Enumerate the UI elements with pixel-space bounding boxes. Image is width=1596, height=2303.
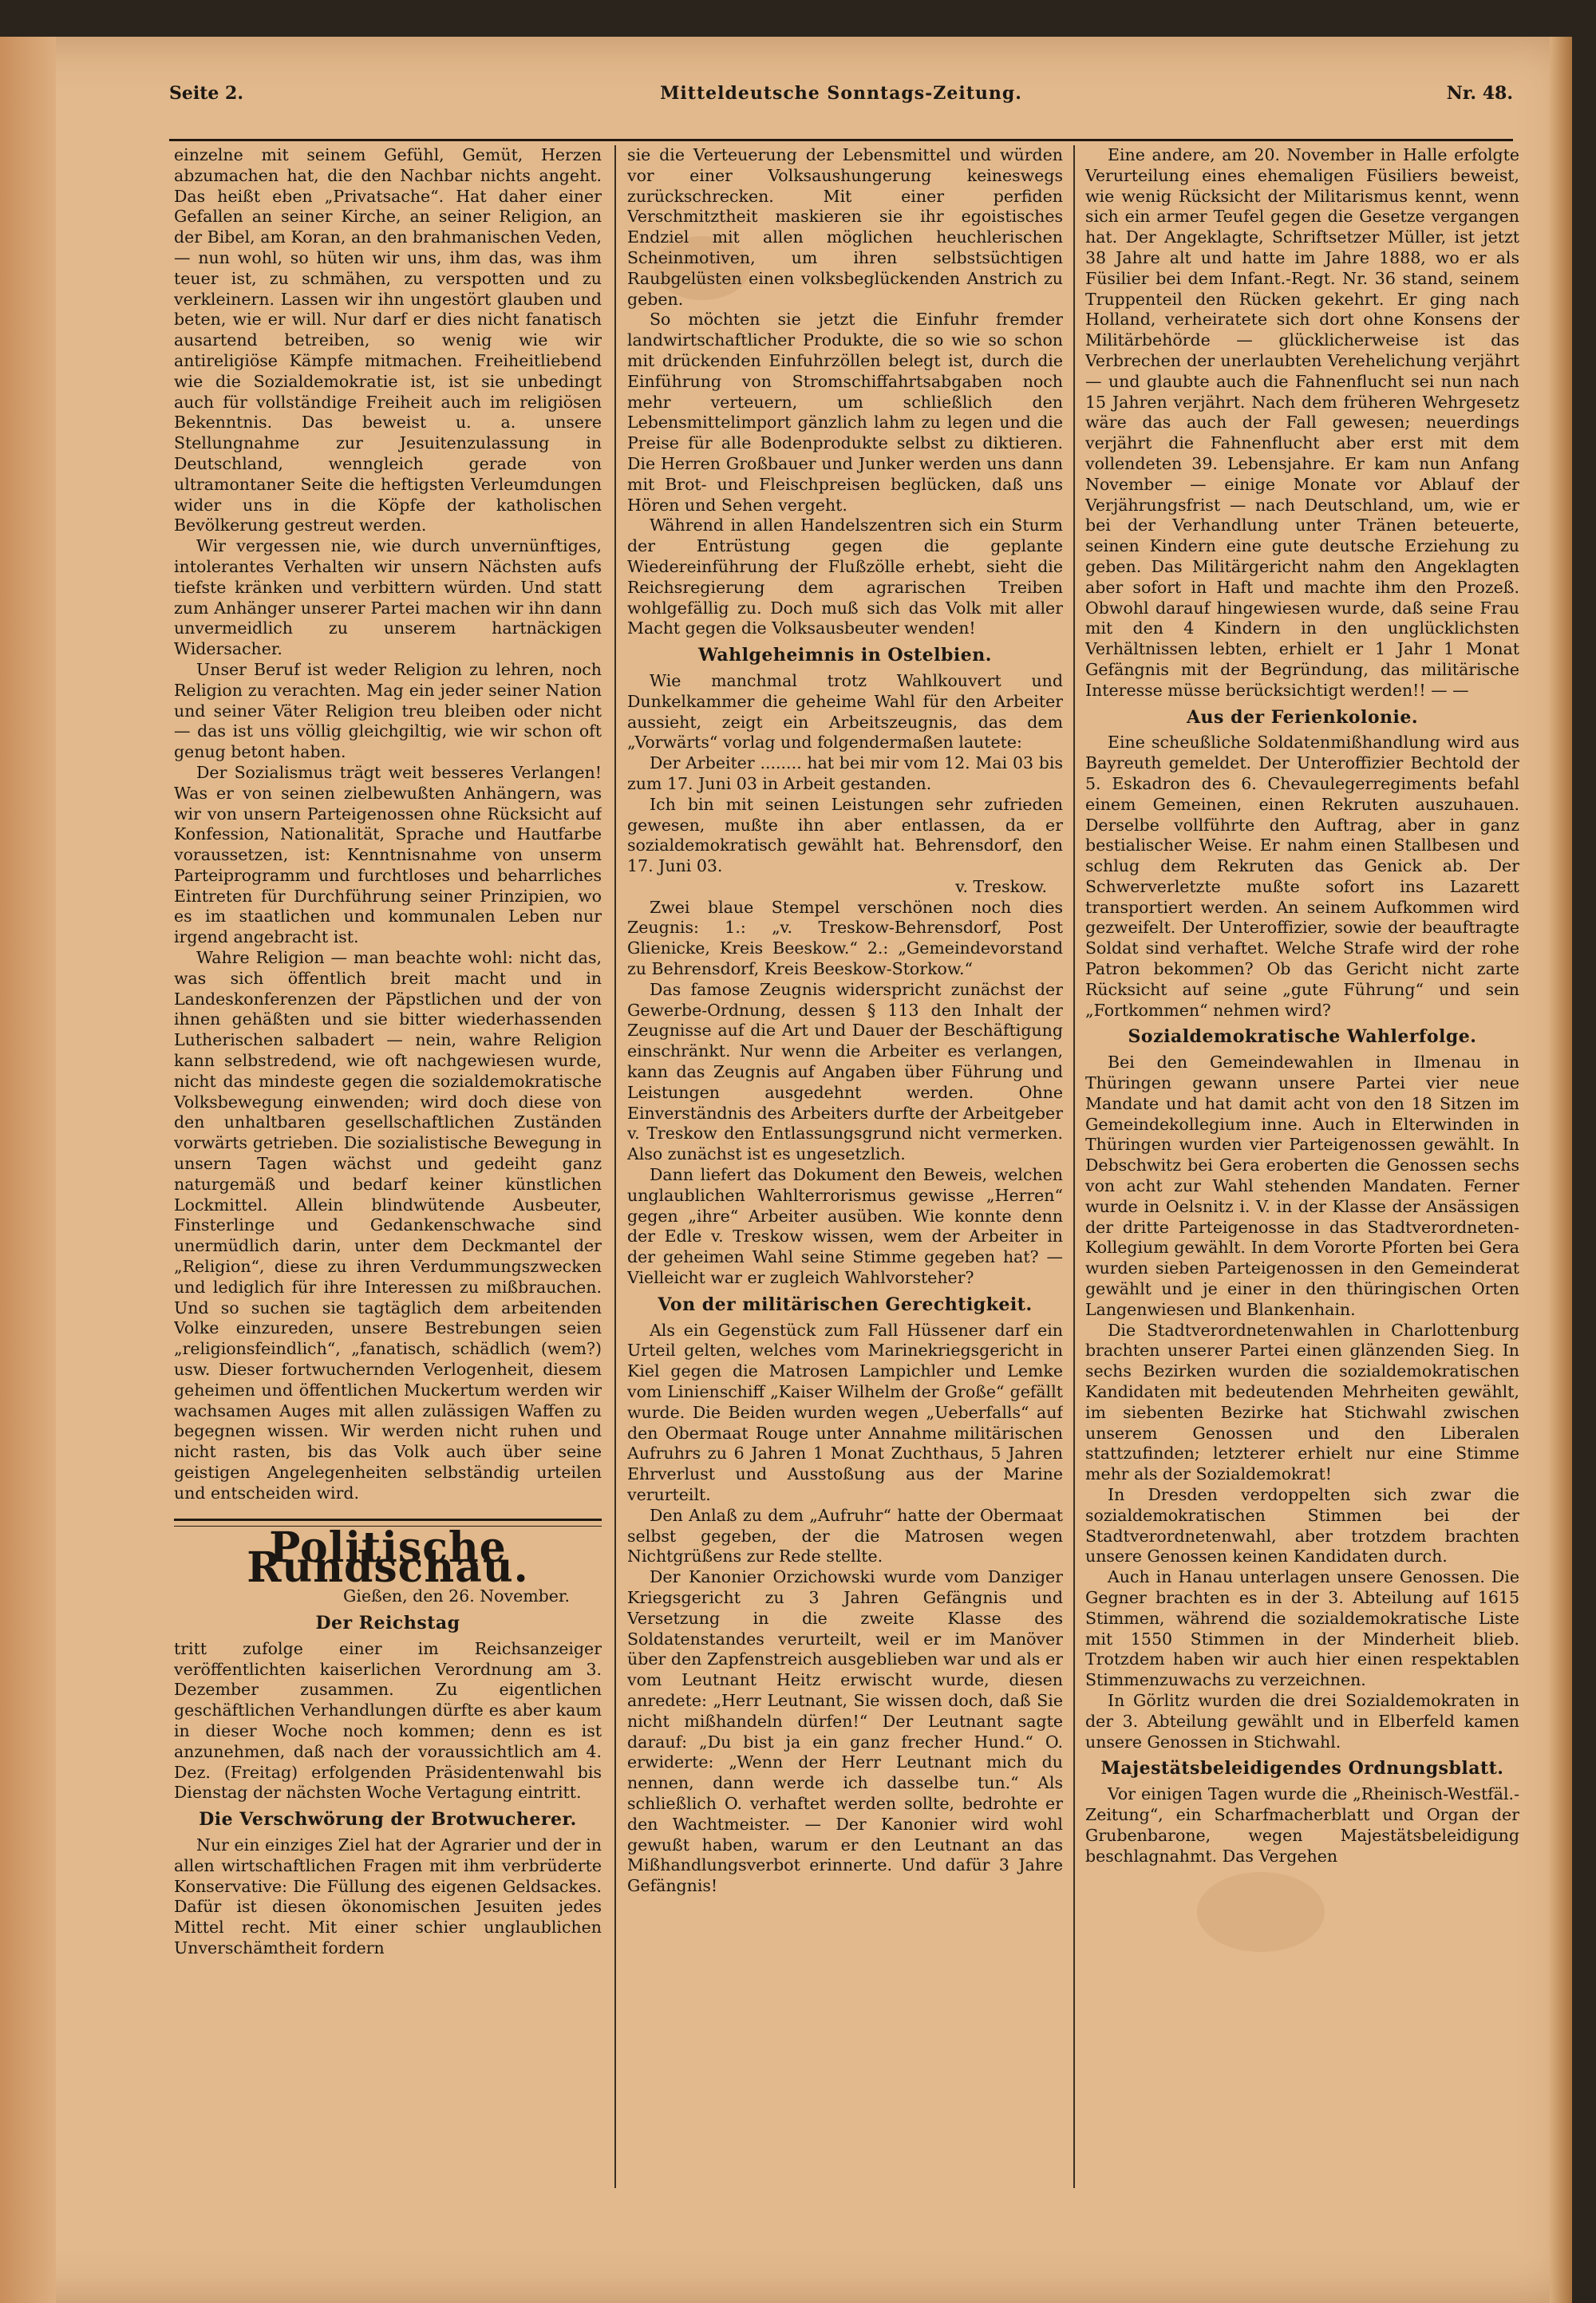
page-left-edge	[0, 37, 56, 2303]
headline-majestaetsbeleidigung: Majestätsbeleidigendes Ordnungsblatt.	[1100, 1758, 1504, 1780]
article-paragraph: Als ein Gegenstück zum Fall Hüssener darf ein Urteil gelten, welches vom Marinekriegsgericht in Kiel gegen die Matrosen Lampichler und Lemke vom Linienschiff „Kaiser Wilhelm der Große“ gefällt wurde. Die Beiden wurden wegen „Ueberfalls“ auf den Obermaat Rouge unter Annahme militärischen Aufruhrs zu 6 Jahren 1 Monat Zuchthaus, 5 Jahren Ehrverlust und Ausstoßung aus der Marine verurteilt.	[627, 1320, 1063, 1504]
header-rule	[169, 139, 1513, 141]
article-paragraph: Unser Beruf ist weder Religion zu lehren, noch Religion zu verachten. Mag ein jeder seiner Nation und seiner Väter Religion treu bleiben oder nicht — das ist uns völlig gleichgiltig, wie wir schon oft genug betont haben.	[174, 659, 602, 762]
headline-wahlgeheimnis: Wahlgeheimnis in Ostelbien.	[698, 645, 992, 666]
signature-line: v. Treskow.	[955, 876, 1047, 896]
headline-reichstag: Der Reichstag	[315, 1612, 460, 1633]
article-paragraph: Wir vergessen nie, wie durch unvernünftiges, intolerantes Verhalten wir unsern Nächsten aufs tiefste kränken und verbittern würden. Und statt zum Anhänger unserer Partei machen wir ihn dann unvermeidlich zu unserem hartnäckigen Widersacher.	[174, 536, 602, 659]
headline-militaerische-gerechtigkeit: Von der militärischen Gerechtigkeit.	[658, 1294, 1033, 1315]
article-paragraph: Vor einigen Tagen wurde die „Rheinisch-Westfäl.-Zeitung“, ein Scharfmacherblatt und Organ der Grubenbarone, wegen Majestätsbeleidigung beschlagnahmt. Das Vergehen	[1085, 1784, 1519, 1866]
article-paragraph: Während in allen Handelszentren sich ein Sturm der Entrüstung gegen die geplante Wiedereinführung der Flußzölle erhebt, sieht die Reichsregierung dem agrarischen Treiben wohlgefällig zu. Doch muß sich das Volk mit aller Macht gegen die Volksausbeuter wenden!	[627, 516, 1063, 638]
page-number: Seite 2.	[169, 83, 244, 104]
column-divider	[1073, 145, 1075, 2188]
dateline: Gießen, den 26. November.	[343, 1586, 570, 1606]
article-paragraph: In Görlitz wurden die drei Sozialdemokraten in der 3. Abteilung gewählt und in Elberfeld kamen unsere Genossen in Stichwahl.	[1085, 1690, 1519, 1752]
article-paragraph: Der Sozialismus trägt weit besseres Verlangen! Was er von seinen zielbewußten Anhängern, was wir von unsern Parteigenossen ohne Rücksicht auf Konfession, Nationalität, Sprache und Hautfarbe voraussetzen, ist: Kenntnisnahme von unserm Parteiprogramm und furchtloses und beharrliches Eintreten für Durchführung seiner Prinzipien, wo es im staatlichen und kommunalen Leben nur irgend angebracht ist.	[174, 762, 602, 947]
quoted-certificate: Der Arbeiter ........ hat bei mir vom 12. Mai 03 bis zum 17. Juni 03 in Arbeit gestanden.	[627, 753, 1063, 793]
article-paragraph: Zwei blaue Stempel verschönen noch dies Zeugnis: 1.: „v. Treskow-Behrensdorf, Post Glienicke, Kreis Beeskow.“ 2.: „Gemeindevorstand zu Behrensdorf, Kreis Beeskow-Storkow.“	[627, 897, 1063, 979]
article-paragraph: einzelne mit seinem Gefühl, Gemüt, Herzen abzumachen hat, die den Nachbar nichts angeht. Das heißt eben „Privatsache“. Hat daher einer Gefallen an seiner Kirche, an seiner Religion, an der Bibel, am Koran, an den brahmanischen Veden, — nun wohl, so hüten wir uns, ihm das, was ihm teuer ist, zu schmähen, zu verspotten und zu verkleinern. Lassen wir ihn ungestört glauben und beten, wie er will. Nur darf er dies nicht fanatisch ausartend betreiben, so wenig wie wir antireligiöse Kämpfe mitmachen. Freiheitliebend wie die Sozialdemokratie ist, ist sie unbedingt auch für vollständige Freiheit auch im religiösen Bekenntnis. Das beweist u. a. unsere Stellungnahme zur Jesuitenzulassung in Deutschland, wenngleich gerade von ultramontaner Seite die heftigsten Verleumdungen wider uns in die Köpfe der katholischen Bevölkerung gestreut werden.	[174, 145, 602, 535]
article-paragraph: Dann liefert das Dokument den Beweis, welchen unglaublichen Wahlterrorismus gewisse „Herren“ gegen „ihre“ Arbeiter ausüben. Wie konnte denn der Edle v. Treskow wissen, wem der Arbeiter in der geheimen Wahl seine Stimme gegeben hat? — Vielleicht war er zugleich Wahlvorsteher?	[627, 1165, 1063, 1288]
headline-wahlerfolge: Sozialdemokratische Wahlerfolge.	[1128, 1026, 1477, 1048]
article-paragraph: Eine andere, am 20. November in Halle erfolgte Verurteilung eines ehemaligen Füsiliers beweist, wie wenig Rücksicht der Militarismus kennt, wenn sich ein armer Teufel gegen die Gesetze vergangen hat. Der Angeklagte, Schriftsetzer Müller, ist jetzt 38 Jahre alt und hatte im Jahre 1888, wo er als Füsilier bei dem Infant.-Regt. Nr. 36 stand, seinem Truppenteil den Rücken gekehrt. Er ging nach Holland, verheiratete sich dort ohne Konsens der Militärbehörde — glücklicherweise ist das Verbrechen der unerlaubten Verehelichung verjährt — und glaubte auch die Fahnenflucht sei nun nach 15 Jahren verjährt. Nach dem früheren Wehrgesetz wäre das auch der Fall gewesen; neuerdings verjährt die Fahnenflucht aber erst mit dem vollendeten 39. Lebensjahre. Er kam nun Anfang November — einige Monate vor Ablauf der Verjährungsfrist — nach Deutschland, um, wie er bei der Verhandlung unter Tränen beteuerte, seinen Kindern eine gute deutsche Erziehung zu geben. Das Militärgericht nahm den Angeklagten aber sofort in Haft und machte ihm den Prozeß. Obwohl darauf hingewiesen wurde, daß seine Frau mit den 4 Kindern in den unglücklichsten Verhältnissen lebten, erhielt er 1 Jahr 1 Monat Gefängnis mit der Begründung, das militärische Interesse müsse berücksichtigt werden!! — —	[1085, 145, 1519, 700]
article-paragraph: Das famose Zeugnis widerspricht zunächst der Gewerbe-Ordnung, dessen § 113 den Inhalt der Zeugnisse auf die Art und Dauer der Beschäftigung einschränkt. Nur wenn die Arbeiter es verlangen, kann das Zeugnis auf Angaben über Führung und Leistungen ausgedehnt werden. Ohne Einverständnis des Arbeiters durfte der Arbeitgeber v. Treskow den Entlassungsgrund nicht vermerken. Also zunächst ist es ungesetzlich.	[627, 979, 1063, 1164]
issue-number: Nr. 48.	[1446, 83, 1513, 104]
section-title-politische-rundschau: Politische Rundschau.	[247, 1523, 529, 1593]
article-paragraph: tritt zufolge einer im Reichsanzeiger veröffentlichten kaiserlichen Verordnung am 3. Dezember zusammen. Zu eigentlichen geschäftlichen Verhandlungen dürfte es aber kaum in dieser Woche noch kommen; denn es ist anzunehmen, daß nach der voraussichtlich am 4. Dez. (Freitag) erfolgenden Präsidentenwahl bis Dienstag der nächsten Woche Vertagung eintritt.	[174, 1638, 602, 1803]
newspaper-title: Mitteldeutsche Sonntags-Zeitung.	[660, 83, 1022, 104]
article-paragraph: Nur ein einziges Ziel hat der Agrarier und der in allen wirtschaftlichen Fragen mit ihm verbrüderte Konservative: Die Füllung des eigenen Geldsackes. Dafür ist diesen ökonomischen Jesuiten jedes Mittel recht. Mit einer schier unglaublichen Unverschämtheit fordern	[174, 1835, 602, 1957]
quoted-certificate: Ich bin mit seinen Leistungen sehr zufrieden gewesen, mußte ihn aber entlassen, da er sozialdemokratisch gewählt hat. Behrensdorf, den 17. Juni 03.	[627, 794, 1063, 876]
article-paragraph: sie die Verteuerung der Lebensmittel und würden vor einer Volksaushungerung keineswegs zurückschrecken. Mit einer perfiden Verschmitztheit maskieren sie ihr egoistisches Endziel mit allen möglichen heuchlerischen Scheinmotiven, um ihren selbstsüchtigen Raubgelüsten einen volksbeglückenden Anstrich zu geben.	[627, 145, 1063, 309]
column-1	[174, 145, 602, 2172]
column-2	[627, 145, 1063, 2172]
article-paragraph: Auch in Hanau unterlagen unsere Genossen. Die Gegner brachten es in der 3. Abteilung auf 1615 Stimmen, während die sozialdemokratische Liste mit 1550 Stimmen in der Minderheit blieb. Trotzdem haben wir auch hier einen respektablen Stimmenzuwachs zu verzeichnen.	[1085, 1567, 1519, 1690]
headline-ferienkolonie: Aus der Ferienkolonie.	[1186, 706, 1419, 728]
article-paragraph: So möchten sie jetzt die Einfuhr fremder landwirtschaftlicher Produkte, die so wie so schon mit drückenden Einfuhrzöllen belegt ist, durch die Einführung von Stromschiffahrtsabgaben noch mehr verteuern, um schließlich den Lebensmittelimport gänzlich lahm zu legen und die Preise für alle Bodenprodukte selbst zu diktieren. Die Herren Großbauer und Junker werden uns dann mit Brot- und Fleischpreisen beglücken, daß uns Hören und Sehen vergeht.	[627, 310, 1063, 515]
headline-verschwoerung: Die Verschwörung der Brotwucherer.	[199, 1809, 577, 1831]
page-right-edge	[1550, 37, 1572, 2303]
article-paragraph: Wie manchmal trotz Wahlkouvert und Dunkelkammer die geheime Wahl für den Arbeiter aussieht, zeigt ein Arbeitszeugnis, das dem „Vorwärts“ vorlag und folgendermaßen lautete:	[627, 670, 1063, 753]
article-paragraph: Die Stadtverordnetenwahlen in Charlottenburg brachten unserer Partei einen glänzenden Sieg. In sechs Bezirken wurden die sozialdemokratischen Kandidaten mit bedeutenden Mehrheiten gewählt, im siebenten Bezirke hat Stichwahl zwischen unserem Genossen und den Liberalen stattzufinden; letzterer erhielt nur eine Stimme mehr als der Sozialdemokrat!	[1085, 1320, 1519, 1484]
column-3	[1085, 145, 1519, 2172]
article-paragraph: Den Anlaß zu dem „Aufruhr“ hatte der Obermaat selbst gegeben, der die Matrosen wegen Nichtgrüßens zur Rede stellte.	[627, 1505, 1063, 1566]
article-paragraph: Bei den Gemeindewahlen in Ilmenau in Thüringen gewann unsere Partei vier neue Mandate und hat damit acht von den 18 Sitzen im Gemeindekollegium inne. Auch in Elterwinden in Thüringen wurden vier Parteigenossen gewählt. In Debschwitz bei Gera eroberten die Genossen sechs von acht zur Wahl stehenden Mandaten. Ferner wurde in Oelsnitz i. V. in der Klasse der Ansässigen der dritte Parteigenosse in das Stadtverordneten-Kollegium gewählt. In dem Vororte Pforten bei Gera wurden sieben Parteigenossen in den Gemeinderat gewählt und je einer in den thüringischen Orten Langenwiesen und Blankenhain.	[1085, 1053, 1519, 1319]
article-paragraph: Eine scheußliche Soldatenmißhandlung wird aus Bayreuth gemeldet. Der Unteroffizier Bechtold der 5. Eskadron des 6. Chevaulegerregiments befahl einem Gemeinen, einen Rekruten auszuhauen. Derselbe vollführte den Auftrag, aber in ganz bestialischer Weise. Er nahm einen Stallbesen und schlug dem Rekruten das Genick ab. Der Schwerverletzte mußte sofort ins Lazarett transportiert werden. An seinem Aufkommen wird gezweifelt. Der Unteroffizier, sowie der beauftragte Soldat sind verhaftet. Welche Strafe wird der rohe Patron bekommen? Ob das Gericht nicht zarte Rücksicht auf seine „gute Führung“ und sein „Fortkommen“ nehmen wird?	[1085, 733, 1519, 1020]
page-header	[169, 77, 1513, 109]
article-paragraph: In Dresden verdoppelten sich zwar die sozialdemokratischen Stimmen bei der Stadtverordnetenwahl, aber trotzdem brachten unsere Genossen keinen Kandidaten durch.	[1085, 1485, 1519, 1566]
article-paragraph: Wahre Religion — man beachte wohl: nicht das, was sich öffentlich breit macht und in Landeskonferenzen der Päpstlichen und der von ihnen gehäßten und sie bitter wiederhassenden Lutherischen salbadert — nein, wahre Religion kann selbstredend, wie oft nachgewiesen wurde, nicht das mindeste gegen die sozialdemokratische Volksbewegung einwenden; wird doch diese von den unhaltbaren gesellschaftlichen Zuständen vorwärts getrieben. Die sozialistische Bewegung in unsern Tagen wächst und gedeiht ganz naturgemäß und bedarf keiner künstlichen Lockmittel. Allein blindwütende Ausbeuter, Finsterlinge und Gedankenschwache sind unermüdlich darin, unter dem Deckmantel der „Religion“, diese zu ihren Verdummungszwecken und lediglich für ihre Interessen zu mißbrauchen. Und so suchen sie tagtäglich dem arbeitenden Volke einzureden, unsere Bestrebungen seien „religionsfeindlich“, „fanatisch, schädlich (wem?) usw. Dieser fortwuchernden Verlogenheit, diesem geheimen und öffentlichen Muckertum werden wir wachsamen Auges mit allen zulässigen Waffen zu begegnen wissen. Wir werden nicht ruhen und nicht rasten, bis das Volk auch über seine geistigen Angelegenheiten selbständig urteilen und entscheiden wird.	[174, 948, 602, 1503]
column-divider	[614, 145, 616, 2188]
article-paragraph: Der Kanonier Orzichowski wurde vom Danziger Kriegsgericht zu 3 Jahren Gefängnis und Versetzung in die zweite Klasse des Soldatenstandes verurteilt, weil er im Manöver über den Zapfenstreich ausgeblieben war und als er vom Leutnant Heitz erwischt wurde, diesen anredete: „Herr Leutnant, Sie wissen doch, daß Sie nicht mißhandeln dürfen!“ Der Leutnant sagte darauf: „Du bist ja ein ganz frecher Hund.“ O. erwiderte: „Wenn der Herr Leutnant mich du nennen, dann werde ich dasselbe tun.“ Als schließlich O. verhaftet werden sollte, bedrohte er den Wachtmeister. — Der Kanonier wird wohl gewußt haben, warum er den Leutnant an das Mißhandlungsverbot erinnerte. Und dafür 3 Jahre Gefängnis!	[627, 1567, 1063, 1896]
